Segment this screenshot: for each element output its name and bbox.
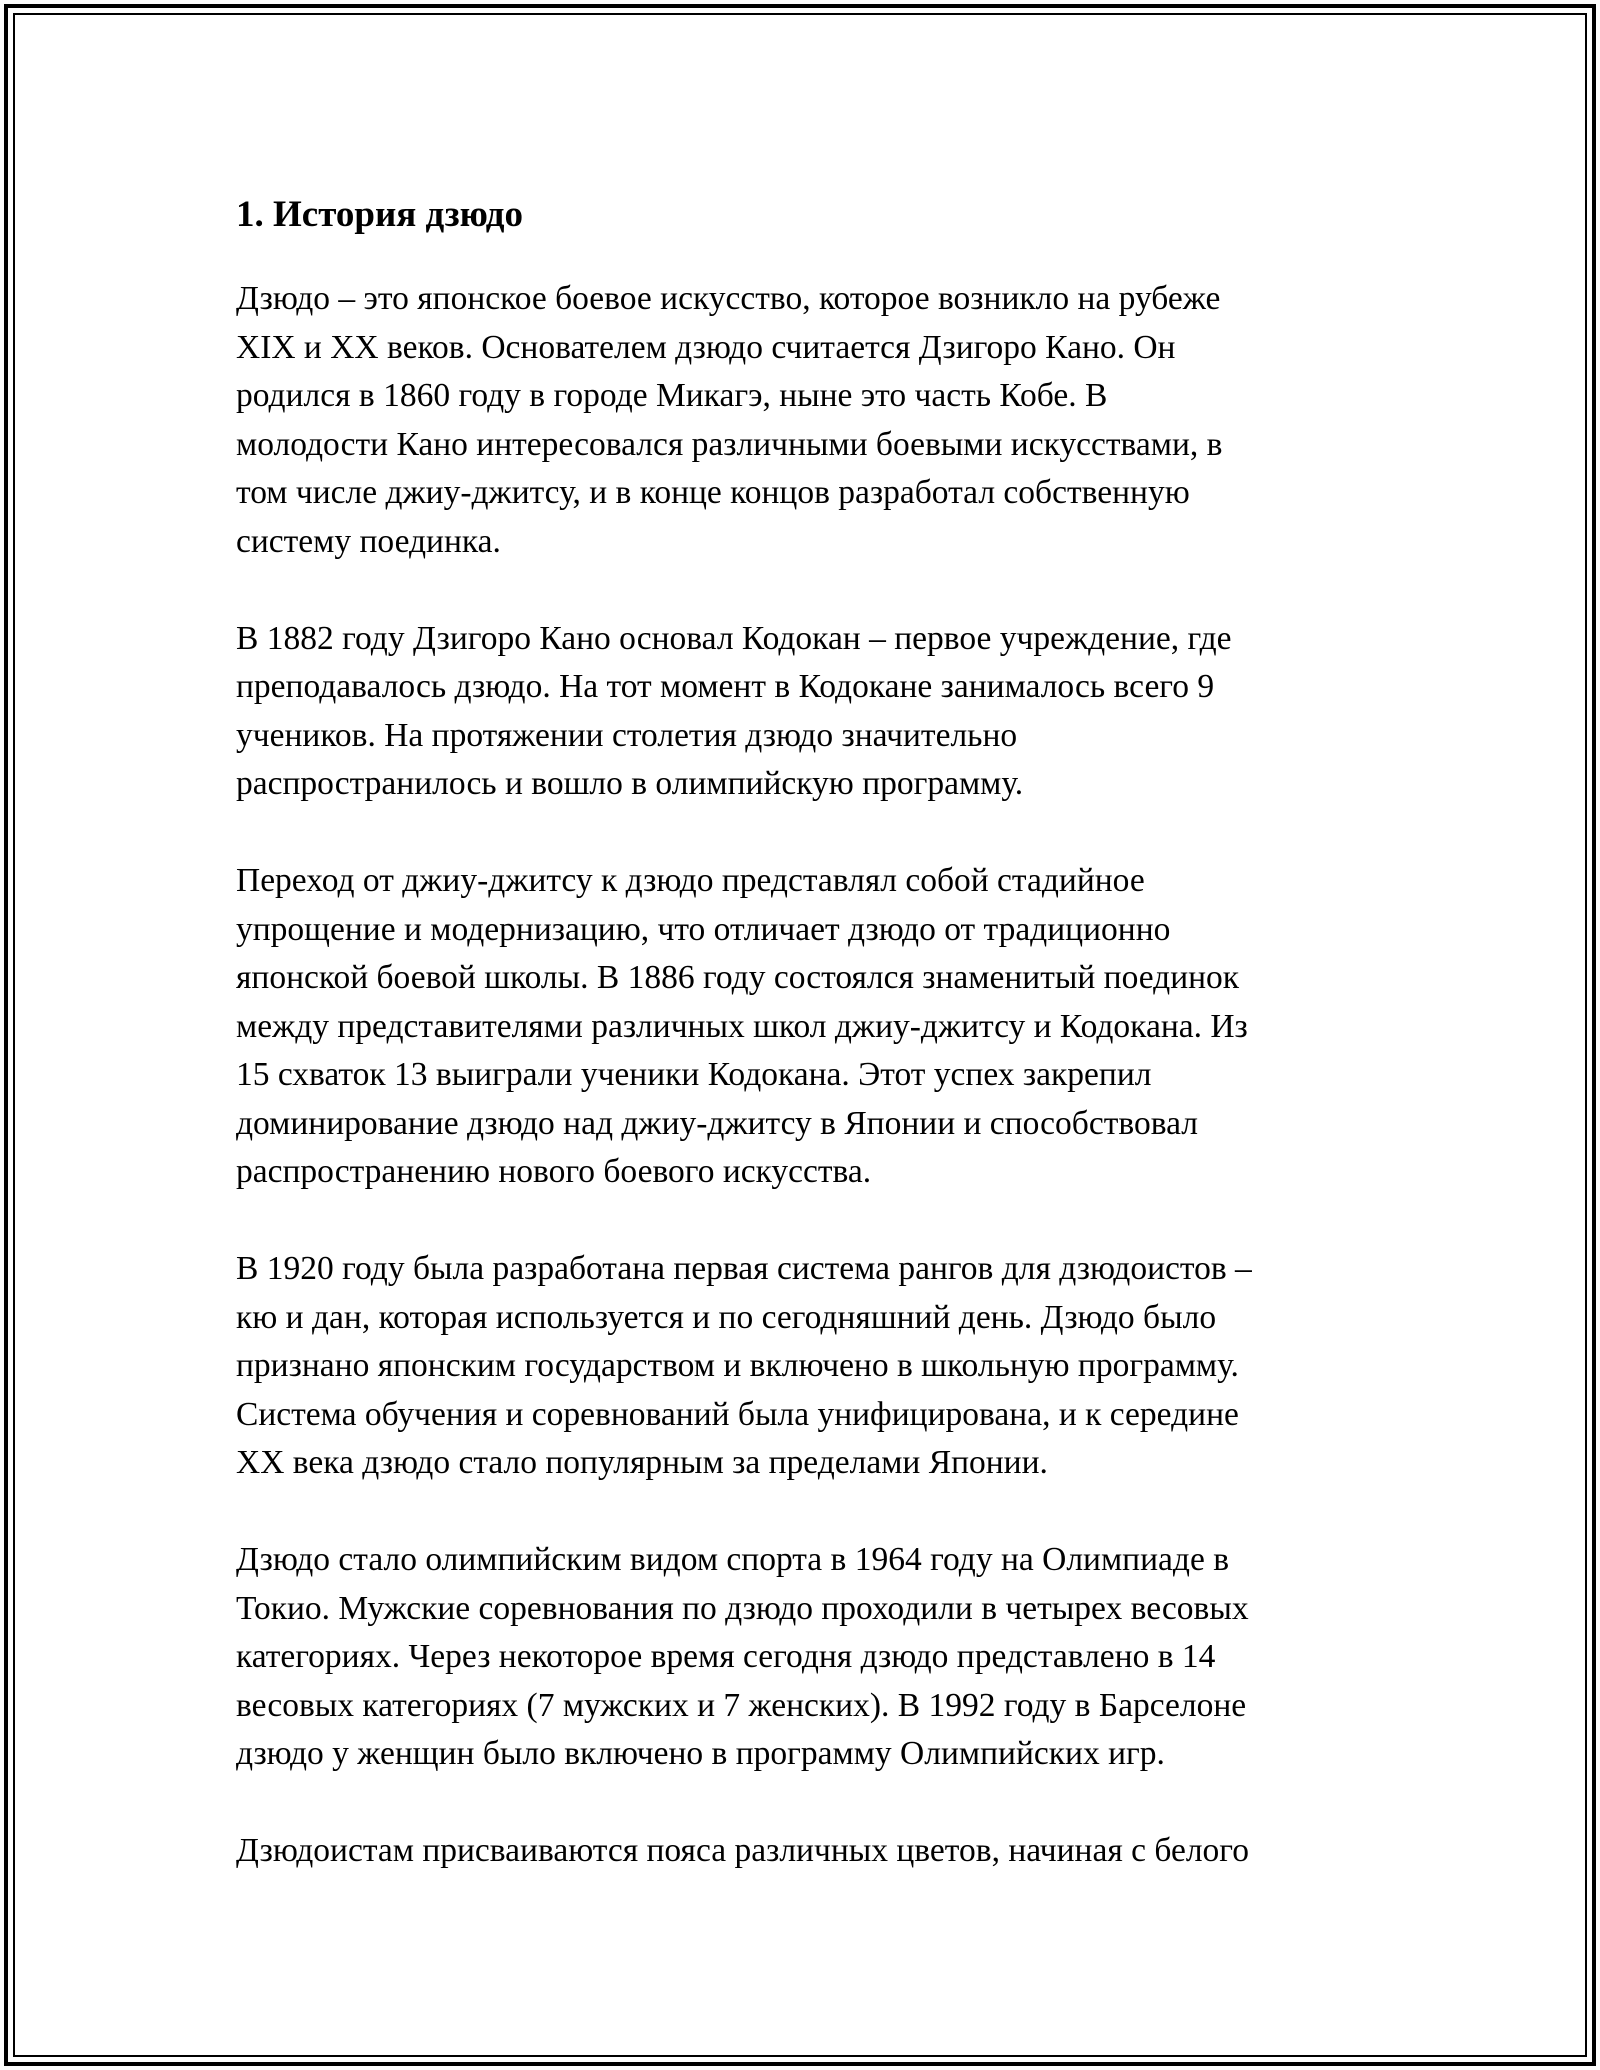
text-line: Дзюдо – это японское боевое искусство, которое возникло на рубеже [236, 280, 1221, 317]
text-line: XX века дзюдо стало популярным за пределами Японии. [236, 1444, 1048, 1481]
text-line: Токио. Мужские соревнования по дзюдо проходили в четырех весовых [236, 1589, 1249, 1627]
text-line: XIX и XX веков. Основателем дзюдо считается Дзигоро Кано. Он [236, 328, 1176, 366]
text-line: распространилось и вошло в олимпийскую программу. [236, 765, 1024, 802]
text-line: Переход от джиу-джитсу к дзюдо представлял собой стадийное [236, 862, 1145, 899]
text-line: 15 схваток 13 выиграли ученики Кодокана. Этот успех закрепил [236, 1056, 1152, 1093]
text-line: распространению нового боевого искусства. [236, 1153, 872, 1190]
text-line: том числе джиу-джитсу, и в конце концов разработал собственную [236, 474, 1190, 511]
text-line: японской боевой школы. В 1886 году состоялся знаменитый поединок [236, 959, 1240, 996]
document-body [236, 185, 1366, 1924]
text-line: В 1882 году Дзигоро Кано основал Кодокан – первое учреждение, где [236, 619, 1232, 657]
text-line: весовых категориях (7 мужских и 7 женских). В 1992 году в Барселоне [236, 1686, 1247, 1724]
text-line: преподавалось дзюдо. На тот момент в Кодокане занималось всего 9 [236, 668, 1215, 705]
text-line: между представителями различных школ джиу-джитсу и Кодокана. Из [236, 1007, 1248, 1045]
text-line: категориях. Через некоторое время сегодня дзюдо представлено в 14 [236, 1638, 1216, 1675]
text-line: Дзюдоистам присваиваются пояса различных цветов, начиная с белого [236, 1832, 1249, 1869]
paragraph [236, 857, 1366, 1197]
text-line: молодости Кано интересовался различными боевыми искусствами, в [236, 425, 1223, 463]
text-line: родился в 1860 году в городе Микагэ, ныне это часть Кобе. В [236, 377, 1108, 414]
text-line: Дзюдо стало олимпийским видом спорта в 1964 году на Олимпиаде в [236, 1541, 1230, 1578]
text-line: учеников. На протяжении столетия дзюдо значительно [236, 716, 1018, 754]
text-line: систему поединка. [236, 522, 501, 560]
text-line: упрощение и модернизацию, что отличает дзюдо от традиционно [236, 910, 1171, 948]
paragraph [236, 1536, 1366, 1779]
text-line: Система обучения и соревнований была унифицирована, и к середине [236, 1395, 1239, 1433]
paragraph [236, 615, 1366, 809]
paragraph [236, 1245, 1366, 1488]
paragraph [236, 1827, 1366, 1876]
text-line: доминирование дзюдо над джиу-джитсу в Японии и способствовал [236, 1104, 1198, 1142]
text-line: дзюдо у женщин было включено в программу Олимпийских игр. [236, 1735, 1165, 1772]
text-line: кю и дан, которая используется и по сегодняшний день. Дзюдо было [236, 1298, 1217, 1336]
paragraph-list [236, 275, 1366, 1876]
section-heading: 1. История дзюдо [236, 194, 523, 235]
text-line: В 1920 году была разработана первая система рангов для дзюдоистов – [236, 1250, 1252, 1287]
paragraph [236, 275, 1366, 566]
text-line: признано японским государством и включено в школьную программу. [236, 1347, 1239, 1384]
